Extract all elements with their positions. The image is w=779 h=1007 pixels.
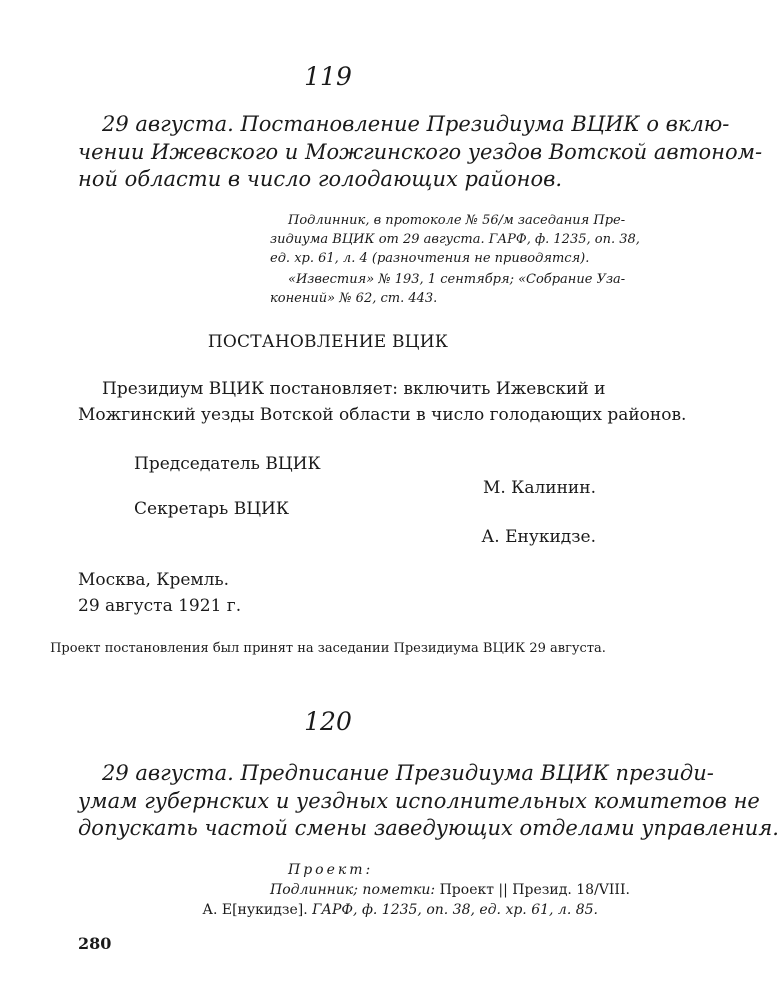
project-label: Проект: [288, 862, 374, 878]
doc120-heading-line-3: допускать частой смены заведующих отделами управления. [78, 816, 779, 840]
signature-name-chairman: М. Калинин. [482, 478, 596, 498]
doc120-heading-line-1: 29 августа. Предписание Президиума ВЦИК президи- [102, 761, 714, 785]
doc120-source-line-2 [200, 902, 598, 918]
doc120-source-line-1 [270, 882, 630, 898]
doc120-source-line-2-italic: ГАРФ, ф. 1235, оп. 38, ед. хр. 61, л. 85. [312, 902, 598, 918]
resolution-title: ПОСТАНОВЛЕНИЕ ВЦИК [207, 332, 449, 352]
doc120-heading-line-2: умам губернских и уездных исполнительных комитетов не [78, 789, 760, 813]
doc120-source-line-1-plain: Проект || Презид. 18/VIII. [439, 882, 630, 898]
place-of-issue: Москва, Кремль. [78, 570, 230, 590]
resolution-body-line-2: Можгинский уезды Вотской области в число голодающих районов. [78, 405, 687, 425]
doc119-source-line-4: «Известия» № 193, 1 сентября; «Собрание Уза- [288, 272, 626, 287]
signature-name-secretary: А. Енукидзе. [481, 527, 596, 547]
signature-role-secretary: Секретарь ВЦИК [134, 499, 290, 519]
doc120-source-line-1-italic: Подлинник; пометки: [270, 882, 436, 898]
signature-role-chairman: Председатель ВЦИК [134, 454, 321, 474]
date-of-issue: 29 августа 1921 г. [78, 596, 242, 616]
resolution-body-line-1: Президиум ВЦИК постановляет: включить Ижевский и [102, 379, 606, 399]
doc119-source-line-5: конений» № 62, ст. 443. [270, 291, 438, 306]
doc119-heading-line-1: 29 августа. Постановление Президиума ВЦИК о вклю- [102, 112, 730, 136]
editorial-note: Проект постановления был принят на заседании Президиума ВЦИК 29 августа. [50, 641, 606, 656]
doc119-heading-line-3: ной области в число голодающих районов. [78, 167, 562, 191]
document-number-119: 119 [304, 62, 352, 91]
doc119-source-line-1: Подлинник, в протоколе № 56/м заседания Пре- [288, 213, 626, 228]
doc119-heading-line-2: чении Ижевского и Можгинского уездов Вотской автоном- [78, 140, 763, 164]
document-number-120: 120 [304, 707, 352, 736]
doc119-source-line-2: зидиума ВЦИК от 29 августа. ГАРФ, ф. 1235, оп. 38, [270, 232, 640, 247]
doc120-source-line-2-plain: А. Е[нукидзе]. [202, 902, 308, 918]
doc119-source-line-3: ед. хр. 61, л. 4 (разночтения не приводятся). [270, 251, 590, 266]
page-number: 280 [78, 934, 112, 953]
